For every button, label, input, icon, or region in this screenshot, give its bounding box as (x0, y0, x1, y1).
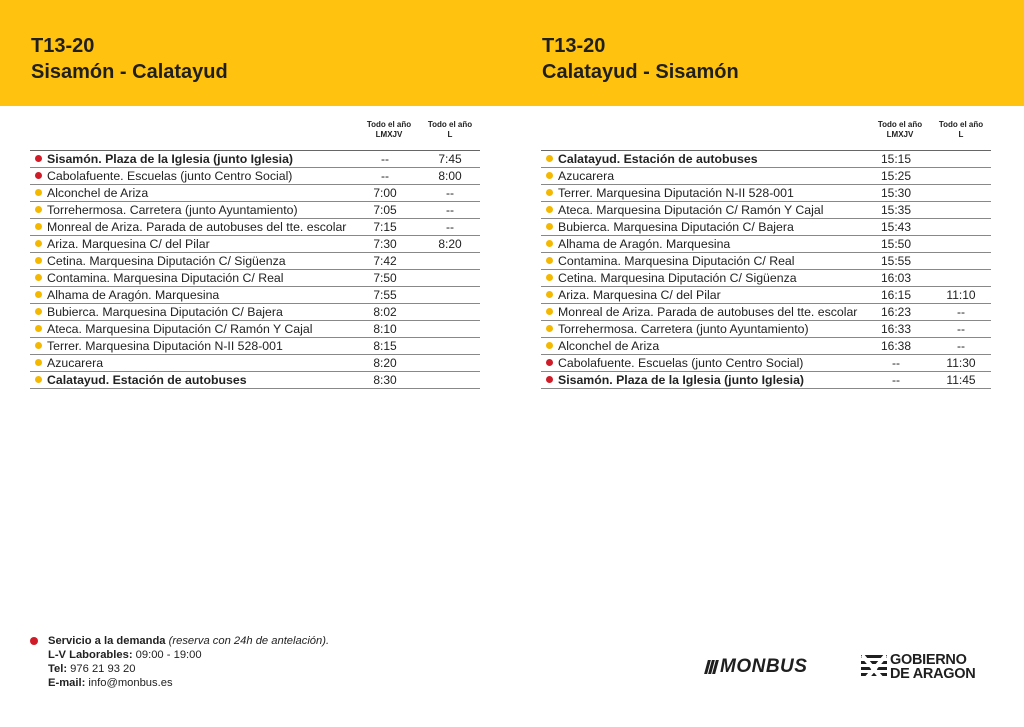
stop-name: Torrehermosa. Carretera (junto Ayuntamiento) (47, 203, 298, 217)
monbus-bars-icon (704, 660, 719, 674)
time-weekdays: 7:15 (373, 220, 397, 234)
column-header-weekdays: Todo el año LMXJV (877, 120, 923, 139)
route-title-left (31, 33, 228, 85)
table-row (30, 253, 480, 270)
table-row (541, 236, 991, 253)
on-demand-dot-icon (30, 637, 38, 645)
on-demand-dot-icon (35, 172, 42, 179)
stop-name: Bubierca. Marquesina Diputación C/ Bajera (47, 305, 283, 319)
on-demand-info (30, 634, 329, 690)
email-line: E-mail: info@monbus.es (48, 677, 173, 689)
stop-name: Sisamón. Plaza de la Iglesia (junto Iglesia) (558, 373, 805, 387)
stop-dot-icon (35, 359, 42, 366)
stop-name: Calatayud. Estación de autobuses (558, 152, 758, 166)
time-monday: -- (446, 220, 454, 234)
time-weekdays: 7:42 (373, 254, 397, 268)
time-weekdays: 7:05 (373, 203, 397, 217)
table-row (541, 338, 991, 355)
table-row (541, 355, 991, 372)
table-row (30, 219, 480, 236)
time-monday: -- (446, 203, 454, 217)
stop-dot-icon (35, 257, 42, 264)
time-monday: -- (957, 305, 965, 319)
stop-name: Sisamón. Plaza de la Iglesia (junto Iglesia) (47, 152, 294, 166)
stop-list (30, 150, 480, 389)
stop-name: Calatayud. Estación de autobuses (47, 373, 247, 387)
stop-dot-icon (546, 223, 553, 230)
stop-dot-icon (546, 257, 553, 264)
stop-name: Alhama de Aragón. Marquesina (558, 237, 731, 251)
time-weekdays: 16:33 (880, 322, 912, 336)
time-weekdays: 15:50 (880, 237, 912, 251)
time-monday: -- (957, 322, 965, 336)
stop-name: Cetina. Marquesina Diputación C/ Sigüenza (47, 254, 286, 268)
stop-name: Ariza. Marquesina C/ del Pilar (47, 237, 210, 251)
column-headers (30, 120, 480, 150)
stop-name: Cetina. Marquesina Diputación C/ Sigüenza (558, 271, 797, 285)
table-row (30, 168, 480, 185)
stop-dot-icon (35, 308, 42, 315)
table-row (541, 304, 991, 321)
time-monday: 7:45 (438, 152, 462, 166)
stop-name: Alhama de Aragón. Marquesina (47, 288, 220, 302)
stop-dot-icon (35, 325, 42, 332)
stop-name: Azucarera (47, 356, 104, 370)
table-row (541, 372, 991, 389)
time-weekdays: 7:00 (373, 186, 397, 200)
stop-dot-icon (35, 223, 42, 230)
table-row (30, 151, 480, 168)
stop-dot-icon (546, 342, 553, 349)
time-weekdays: 16:03 (880, 271, 912, 285)
table-row (30, 270, 480, 287)
time-weekdays: 8:20 (373, 356, 397, 370)
time-weekdays: 7:30 (373, 237, 397, 251)
route-title-right (542, 33, 739, 85)
time-weekdays: -- (381, 169, 389, 183)
time-weekdays: 16:15 (880, 288, 912, 302)
time-weekdays: 15:35 (880, 203, 912, 217)
route-code: T13-20 (31, 35, 95, 57)
stop-dot-icon (35, 291, 42, 298)
stop-dot-icon (35, 189, 42, 196)
stop-name: Contamina. Marquesina Diputación C/ Real (558, 254, 795, 268)
stop-name: Monreal de Ariza. Parada de autobuses del tte. escolar (558, 305, 858, 319)
time-weekdays: 7:55 (373, 288, 397, 302)
route-name: Sisamón - Calatayud (31, 61, 228, 83)
time-weekdays: 15:55 (880, 254, 912, 268)
stop-dot-icon (546, 274, 553, 281)
route-code: T13-20 (542, 35, 606, 57)
timetable-left (30, 120, 480, 389)
table-row (30, 236, 480, 253)
table-row (30, 355, 480, 372)
stop-name: Terrer. Marquesina Diputación N-II 528-001 (558, 186, 794, 200)
time-weekdays: 8:30 (373, 373, 397, 387)
table-row (541, 219, 991, 236)
table-row (30, 304, 480, 321)
stop-name: Alconchel de Ariza (47, 186, 149, 200)
gobierno-aragon-logo: GOBIERNO DE ARAGON (861, 653, 975, 681)
route-name: Calatayud - Sisamón (542, 61, 739, 83)
stop-name: Terrer. Marquesina Diputación N-II 528-001 (47, 339, 283, 353)
column-header-monday: Todo el año L (427, 120, 473, 139)
column-header-weekdays: Todo el año LMXJV (366, 120, 412, 139)
stop-name: Monreal de Ariza. Parada de autobuses del tte. escolar (47, 220, 347, 234)
table-row (30, 287, 480, 304)
stop-dot-icon (546, 240, 553, 247)
table-row (541, 151, 991, 168)
stop-dot-icon (546, 325, 553, 332)
stop-dot-icon (35, 376, 42, 383)
stop-name: Torrehermosa. Carretera (junto Ayuntamiento) (558, 322, 809, 336)
stop-name: Alconchel de Ariza (558, 339, 660, 353)
time-monday: -- (957, 339, 965, 353)
stop-dot-icon (35, 206, 42, 213)
stop-name: Ateca. Marquesina Diputación C/ Ramón Y Cajal (558, 203, 824, 217)
time-monday: 8:20 (438, 237, 462, 251)
hours-line: L-V Laborables: 09:00 - 19:00 (48, 649, 202, 661)
stop-dot-icon (546, 189, 553, 196)
table-row (30, 321, 480, 338)
stop-dot-icon (546, 308, 553, 315)
time-weekdays: 8:02 (373, 305, 397, 319)
time-weekdays: 15:30 (880, 186, 912, 200)
table-row (541, 185, 991, 202)
table-row (541, 287, 991, 304)
aragon-emblem-icon (861, 653, 887, 681)
stop-name: Ateca. Marquesina Diputación C/ Ramón Y Cajal (47, 322, 313, 336)
column-header-monday: Todo el año L (938, 120, 984, 139)
monbus-logo: MONBUS (706, 656, 807, 678)
table-row (30, 372, 480, 389)
stop-dot-icon (35, 342, 42, 349)
stop-name: Ariza. Marquesina C/ del Pilar (558, 288, 721, 302)
on-demand-dot-icon (546, 376, 553, 383)
table-row (30, 185, 480, 202)
column-headers (541, 120, 991, 150)
time-weekdays: -- (892, 373, 900, 387)
table-row (30, 202, 480, 219)
time-weekdays: 15:43 (880, 220, 912, 234)
stop-dot-icon (546, 172, 553, 179)
table-row (541, 321, 991, 338)
table-row (30, 338, 480, 355)
time-monday: 11:45 (946, 373, 976, 387)
stop-dot-icon (546, 155, 553, 162)
service-note-line: Servicio a la demanda (reserva con 24h de antelación). (48, 635, 330, 647)
time-monday: 11:30 (946, 356, 976, 370)
time-weekdays: 8:15 (373, 339, 397, 353)
time-weekdays: 15:15 (880, 152, 912, 166)
time-weekdays: 16:38 (880, 339, 912, 353)
time-monday: -- (446, 186, 454, 200)
stop-name: Cabolafuente. Escuelas (junto Centro Social) (558, 356, 804, 370)
on-demand-dot-icon (35, 155, 42, 162)
stop-dot-icon (35, 240, 42, 247)
time-weekdays: 7:50 (373, 271, 397, 285)
stop-list (541, 150, 991, 389)
stop-name: Cabolafuente. Escuelas (junto Centro Social) (47, 169, 293, 183)
time-weekdays: 16:23 (880, 305, 912, 319)
time-monday: 8:00 (438, 169, 462, 183)
table-row (541, 253, 991, 270)
stop-name: Azucarera (558, 169, 615, 183)
stop-name: Bubierca. Marquesina Diputación C/ Bajera (558, 220, 794, 234)
stop-dot-icon (546, 206, 553, 213)
table-row (541, 202, 991, 219)
table-row (541, 168, 991, 185)
time-weekdays: 15:25 (880, 169, 912, 183)
time-weekdays: 8:10 (373, 322, 397, 336)
time-monday: 11:10 (946, 288, 976, 302)
phone-line: Tel: 976 21 93 20 (48, 663, 136, 675)
table-row (541, 270, 991, 287)
on-demand-dot-icon (546, 359, 553, 366)
stop-dot-icon (546, 291, 553, 298)
email-link[interactable]: info@monbus.es (88, 677, 173, 689)
stop-name: Contamina. Marquesina Diputación C/ Real (47, 271, 284, 285)
time-weekdays: -- (381, 152, 389, 166)
time-weekdays: -- (892, 356, 900, 370)
header-band (0, 0, 1024, 106)
timetable-right (541, 120, 991, 389)
stop-dot-icon (35, 274, 42, 281)
